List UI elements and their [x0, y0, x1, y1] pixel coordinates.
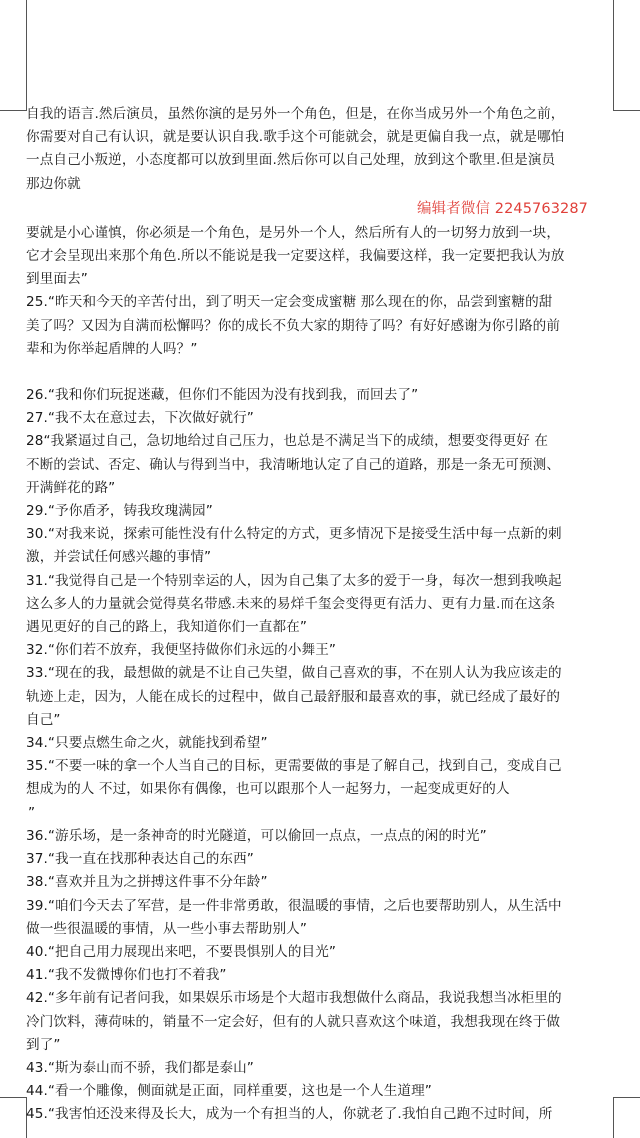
text-line: 辈和为你举起盾牌的人吗？” [26, 340, 198, 357]
quote-item [26, 848, 614, 871]
text-line: 这么多人的力量就会觉得莫名带感.未来的易烊千玺会变得更有活力、更有力量.而在这条 [26, 595, 556, 612]
text-line: 37.“我一直在找那种表达自己的东西” [26, 851, 254, 868]
quote-item [26, 825, 614, 848]
text-line: 36.“游乐场，是一条神奇的时光隧道，可以偷回一点点，一点点的闲的时光” [26, 827, 487, 844]
text-line: 美了吗？又因为自满而松懈吗？你的成长不负大家的期待了吗？有好好感谢为你引路的前 [26, 317, 561, 334]
document-body [26, 103, 614, 1127]
text-line: 自我的语言.然后演员，虽然你演的是另外一个角色，但是，在你当成另外一个角色之前， [26, 106, 565, 122]
text-line: ” [28, 804, 36, 821]
text-line: 28“我紧逼过自己，急切地给过自己压力，也总是不满足当下的成绩，想要变得更好 在 [26, 433, 549, 450]
quote-item [26, 570, 614, 640]
text-line: 39.“咱们今天去了军营，是一件非常勇敢，很温暖的事情，之后也要帮助别人，从生活中 [26, 897, 562, 914]
quote-item [26, 755, 614, 825]
text-line: 想成为的人 不过，如果你有偶像，也可以跟那个人一起努力，一起变成更好的人 [26, 781, 510, 798]
text-line: 到了” [26, 1036, 61, 1053]
text-line: 29.“予你盾矛，铸我玫瑰满园” [26, 503, 213, 520]
paragraph [26, 103, 614, 196]
quote-item [26, 732, 614, 755]
quote-item [26, 662, 614, 732]
text-line: 38.“喜欢并且为之拼搏这件事不分年龄” [26, 874, 268, 891]
quote-item [26, 1080, 614, 1103]
quote-item [26, 430, 614, 500]
crop-mark-top-left [0, 0, 27, 111]
text-line: 33.“现在的我，最想做的就是不让自己失望，做自己喜欢的事，不在别人认为我应该走的 [26, 665, 562, 682]
quote-item [26, 941, 614, 964]
blank-line [26, 361, 614, 384]
quote-item [26, 639, 614, 662]
text-line: 32.“你们若不放弃，我便坚持做你们永远的小舞王” [26, 642, 337, 659]
text-line: 那边你就 [26, 175, 81, 192]
text-line: 不断的尝试、否定、确认与得到当中，我清晰地认定了自己的道路，那是一条无可预测、 [26, 456, 561, 473]
text-line: 26.“我和你们玩捉迷藏，但你们不能因为没有找到我，而回去了” [26, 387, 419, 404]
quote-item [26, 987, 614, 1057]
quote-item [26, 500, 614, 523]
crop-mark-bottom-left [0, 1097, 27, 1138]
text-line: 35.“不要一味的拿一个人当自己的目标，更需要做的事是了解自己，找到自己，变成自己 [26, 758, 562, 775]
text-line: 27.“我不太在意过去，下次做好就行” [26, 410, 254, 427]
quote-item [26, 523, 614, 569]
text-line: 30.“对我来说，探索可能性没有什么特定的方式，更多情况下是接受生活中每一点新的刺 [26, 526, 562, 543]
quote-item [26, 291, 614, 361]
text-line: 自己” [26, 711, 61, 728]
text-line: 41.“我不发微博你们也打不着我” [26, 967, 227, 984]
text-line: 25.“昨天和今天的辛苦付出，到了明天一定会变成蜜糖 那么现在的你，品尝到蜜糖的甜 [26, 294, 553, 311]
text-line: 轨迹上走，因为，人能在成长的过程中，做自己最舒服和最喜欢的事，就已经成了最好的 [26, 688, 561, 705]
crop-mark-bottom-right [613, 1097, 640, 1138]
text-line: 激，并尝试任何感兴趣的事情” [26, 549, 212, 566]
quote-item [26, 1057, 614, 1080]
text-line: 45.“我害怕还没来得及长大，成为一个有担当的人，你就老了.我怕自己跑不过时间，所 [26, 1106, 553, 1123]
text-line: 40.“把自己用力展现出来吧，不要畏惧别人的目光” [26, 943, 337, 960]
text-line: 34.“只要点燃生命之火，就能找到希望” [26, 735, 268, 752]
quote-item [26, 871, 614, 894]
quote-item [26, 895, 614, 941]
text-line: 开满鲜花的路” [26, 479, 116, 496]
text-line: 到里面去” [26, 271, 88, 288]
paragraph [26, 222, 614, 292]
text-line: 它才会呈现出来那个角色.所以不能说是我一定要这样，我偏要这样，我一定要把我认为放 [26, 248, 565, 265]
text-line: 44.“看一个雕像，侧面就是正面，同样重要，这也是一个人生道理” [26, 1083, 432, 1100]
text-line: 遇见更好的自己的路上，我知道你们一直都在” [26, 619, 308, 636]
quote-item [26, 407, 614, 430]
text-line: 一点自己小叛逆，小态度都可以放到里面.然后你可以自己处理，放到这个歌里.但是演员 [26, 152, 556, 169]
text-line: 43.“斯为泰山而不骄，我们都是泰山” [26, 1059, 254, 1076]
quote-item [26, 1103, 614, 1126]
text-line: 冷门饮料，薄荷味的，销量不一定会好，但有的人就只喜欢这个味道，我想我现在终于做 [26, 1013, 561, 1030]
text-line: 42.“多年前有记者问我，如果娱乐市场是个大超市我想做什么商品，我说我想当冰柜里的 [26, 990, 562, 1007]
editor-wechat-watermark: 编辑者微信 2245763287 [417, 200, 588, 217]
crop-mark-top-right [613, 0, 640, 111]
text-line: 31.“我觉得自己是一个特别幸运的人，因为自己集了太多的爱于一身，每次一想到我唤起 [26, 572, 562, 589]
text-line: 你需要对自己有认识，就是要认识自我.歌手这个可能就会，就是更偏自我一点，就是哪怕 [26, 129, 565, 146]
quote-item [26, 384, 614, 407]
text-line: 做一些很温暖的事情，从一些小事去帮助别人” [26, 920, 308, 937]
text-line: 要就是小心谨慎，你必须是一个角色，是另外一个人，然后所有人的一切努力放到一块， [26, 224, 561, 241]
quote-item [26, 964, 614, 987]
